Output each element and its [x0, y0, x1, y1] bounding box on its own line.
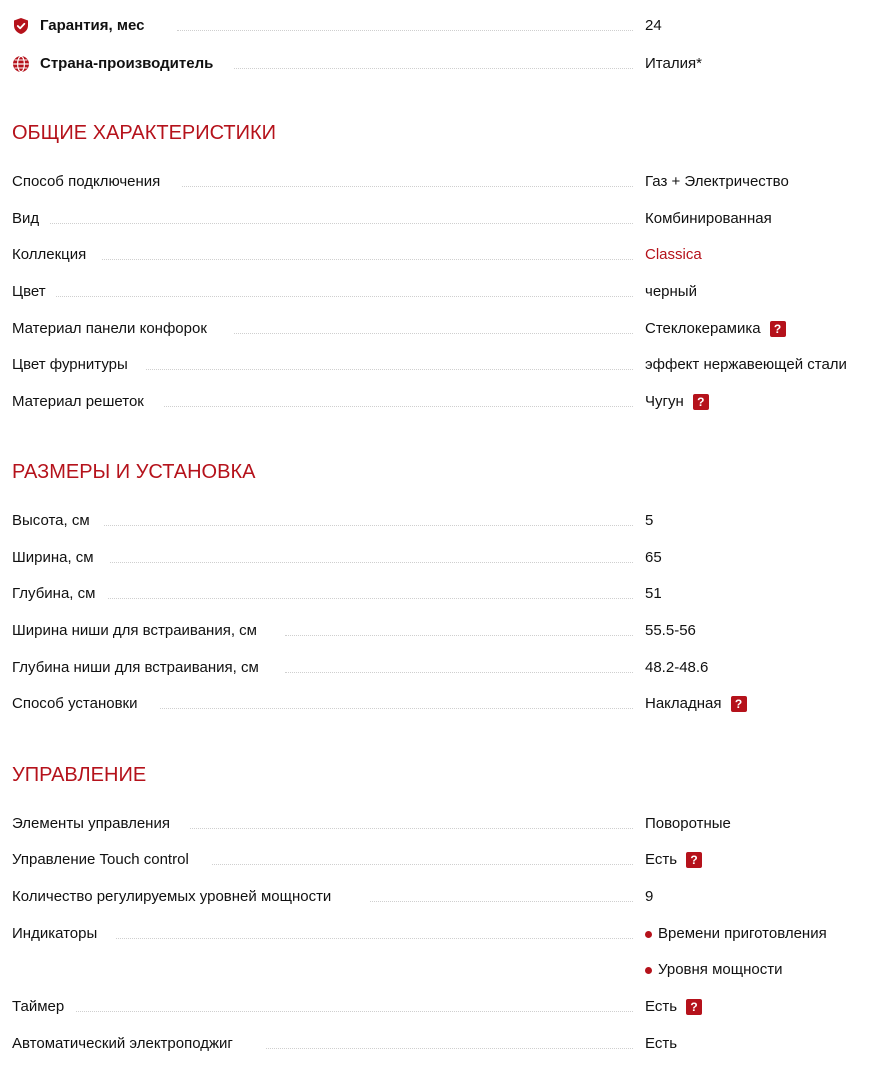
collection-link[interactable]: Classica	[645, 246, 702, 263]
spec-row	[12, 922, 871, 946]
dotted-leader	[160, 708, 633, 709]
spec-label: Цвет фурнитуры	[12, 356, 128, 373]
spec-value: 9	[645, 888, 654, 905]
dotted-leader	[56, 296, 633, 297]
spec-value: 51	[645, 585, 662, 602]
dotted-leader	[285, 635, 633, 636]
indicator-item	[645, 922, 827, 946]
help-icon[interactable]: ?	[686, 999, 702, 1015]
spec-value: Комбинированная	[645, 210, 772, 227]
spec-value: Есть	[645, 851, 678, 868]
spec-row	[12, 243, 871, 267]
spec-row-warranty	[12, 14, 871, 38]
section-title-control: УПРАВЛЕНИЕ	[12, 764, 147, 786]
help-icon[interactable]: ?	[770, 321, 786, 337]
dotted-leader	[76, 1011, 633, 1012]
spec-label: Гарантия, мес	[40, 17, 145, 34]
dotted-leader	[146, 369, 633, 370]
spec-row	[12, 848, 871, 872]
dotted-leader	[110, 562, 633, 563]
globe-icon	[12, 55, 30, 73]
spec-label: Страна-производитель	[40, 55, 214, 72]
spec-label: Управление Touch control	[12, 851, 189, 868]
spec-value: 48.2-48.6	[645, 659, 709, 676]
help-icon[interactable]: ?	[693, 394, 709, 410]
dotted-leader	[285, 672, 633, 673]
spec-value: Поворотные	[645, 815, 731, 832]
spec-label: Вид	[12, 210, 40, 227]
spec-row	[12, 885, 871, 909]
dotted-leader	[234, 68, 633, 69]
spec-value: Времени приготовления	[658, 925, 827, 942]
spec-label: Материал панели конфорок	[12, 320, 207, 337]
spec-label: Цвет	[12, 283, 46, 300]
dotted-leader	[182, 186, 633, 187]
spec-label: Количество регулируемых уровней мощности	[12, 888, 332, 905]
spec-value: Есть	[645, 1035, 678, 1052]
help-icon[interactable]: ?	[731, 696, 747, 712]
spec-row-country	[12, 52, 871, 76]
spec-value: эффект нержавеющей стали	[645, 356, 847, 373]
dotted-leader	[164, 406, 633, 407]
dotted-leader	[102, 259, 633, 260]
spec-value: 5	[645, 512, 654, 529]
dotted-leader	[190, 828, 633, 829]
spec-value: Накладная	[645, 695, 722, 712]
dotted-leader	[108, 598, 633, 599]
spec-value: 65	[645, 549, 662, 566]
spec-row-continuation	[12, 958, 871, 982]
spec-row	[12, 546, 871, 570]
spec-row	[12, 170, 871, 194]
spec-label: Индикаторы	[12, 925, 98, 942]
spec-row	[12, 619, 871, 643]
spec-row	[12, 509, 871, 533]
dotted-leader	[370, 901, 633, 902]
spec-label: Глубина, см	[12, 585, 96, 602]
dotted-leader	[234, 333, 633, 334]
spec-label: Высота, см	[12, 512, 90, 529]
dotted-leader	[177, 30, 633, 31]
spec-row	[12, 656, 871, 680]
dotted-leader	[116, 938, 633, 939]
spec-row	[12, 207, 871, 231]
spec-row	[12, 353, 871, 377]
spec-row	[12, 280, 871, 304]
spec-label: Способ подключения	[12, 173, 161, 190]
spec-label: Автоматический электроподжиг	[12, 1035, 233, 1052]
spec-value: 55.5-56	[645, 622, 696, 639]
help-icon[interactable]: ?	[686, 852, 702, 868]
spec-label: Коллекция	[12, 246, 87, 263]
spec-label: Ширина ниши для встраивания, см	[12, 622, 257, 639]
section-title-dimensions: РАЗМЕРЫ И УСТАНОВКА	[12, 461, 256, 483]
shield-check-icon	[12, 17, 30, 35]
spec-row	[12, 1032, 871, 1056]
spec-value: черный	[645, 283, 697, 300]
spec-row	[12, 317, 871, 341]
spec-row	[12, 692, 871, 716]
spec-row	[12, 812, 871, 836]
spec-label: Элементы управления	[12, 815, 170, 832]
spec-label: Глубина ниши для встраивания, см	[12, 659, 259, 676]
spec-value: 24	[645, 17, 662, 34]
dotted-leader	[50, 223, 633, 224]
dotted-leader	[104, 525, 633, 526]
spec-value: Газ + Электричество	[645, 173, 789, 190]
spec-row	[12, 995, 871, 1019]
spec-row	[12, 390, 871, 414]
spec-label: Материал решеток	[12, 393, 144, 410]
spec-value: Чугун	[645, 393, 684, 410]
bullet-icon	[645, 931, 652, 938]
spec-label: Таймер	[12, 998, 65, 1015]
spec-label: Ширина, см	[12, 549, 94, 566]
indicator-item	[645, 958, 782, 982]
spec-value: Уровня мощности	[658, 961, 783, 978]
spec-value: Италия*	[645, 55, 702, 72]
spec-row	[12, 582, 871, 606]
spec-value: Есть	[645, 998, 678, 1015]
dotted-leader	[212, 864, 633, 865]
spec-value: Стеклокерамика	[645, 320, 761, 337]
dotted-leader	[266, 1048, 633, 1049]
spec-label: Способ установки	[12, 695, 138, 712]
bullet-icon	[645, 967, 652, 974]
section-title-general: ОБЩИЕ ХАРАКТЕРИСТИКИ	[12, 122, 277, 144]
